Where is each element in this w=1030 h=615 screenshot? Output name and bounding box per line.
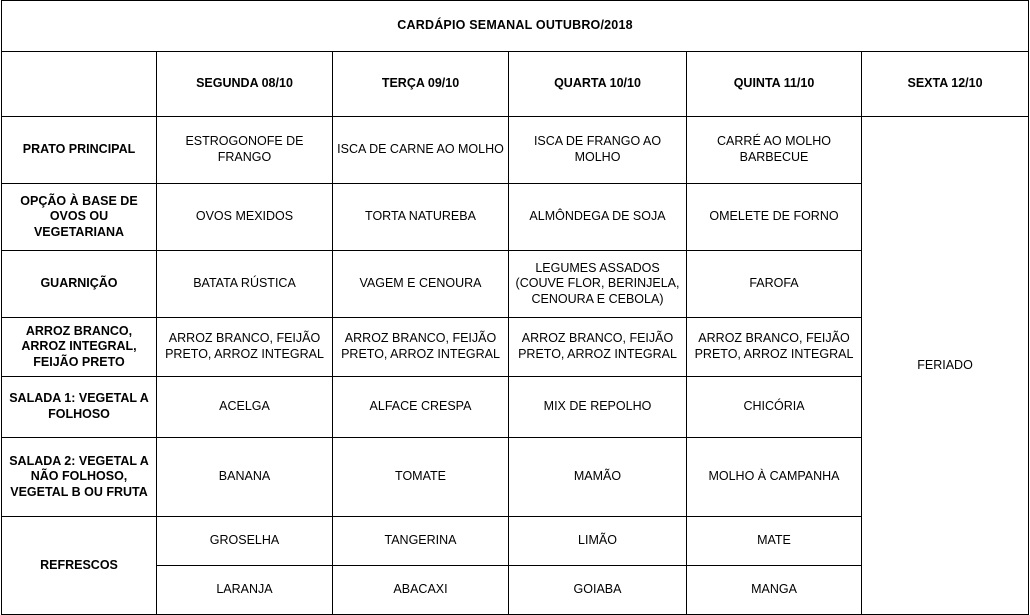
row-label-opcao-ovos-vegetariana: OPÇÃO À BASE DE OVOS OU VEGETARIANA	[2, 184, 157, 251]
cell-salada1-terca: ALFACE CRESPA	[333, 377, 509, 438]
header-segunda: SEGUNDA 08/10	[157, 52, 333, 117]
cell-guarnicao-terca: VAGEM E CENOURA	[333, 251, 509, 318]
cell-guarnicao-segunda: BATATA RÚSTICA	[157, 251, 333, 318]
cell-arroz-quinta: ARROZ BRANCO, FEIJÃO PRETO, ARROZ INTEGRAL	[687, 318, 862, 377]
cell-refresco2-quarta: GOIABA	[509, 566, 687, 615]
cell-arroz-terca: ARROZ BRANCO, FEIJÃO PRETO, ARROZ INTEGRAL	[333, 318, 509, 377]
cell-refresco1-quarta: LIMÃO	[509, 517, 687, 566]
weekly-menu-table	[1, 0, 1029, 615]
cell-guarnicao-quarta: LEGUMES ASSADOS (COUVE FLOR, BERINJELA, CENOURA E CEBOLA)	[509, 251, 687, 318]
cell-arroz-quarta: ARROZ BRANCO, FEIJÃO PRETO, ARROZ INTEGRAL	[509, 318, 687, 377]
cell-refresco1-quinta: MATE	[687, 517, 862, 566]
header-quinta: QUINTA 11/10	[687, 52, 862, 117]
cell-guarnicao-quinta: FAROFA	[687, 251, 862, 318]
cell-prato-principal-quarta: ISCA DE FRANGO AO MOLHO	[509, 117, 687, 184]
page-title: CARDÁPIO SEMANAL OUTUBRO/2018	[2, 1, 1029, 52]
row-label-salada-1: SALADA 1: VEGETAL A FOLHOSO	[2, 377, 157, 438]
cell-refresco1-terca: TANGERINA	[333, 517, 509, 566]
header-terca: TERÇA 09/10	[333, 52, 509, 117]
cell-refresco2-segunda: LARANJA	[157, 566, 333, 615]
cell-salada2-quarta: MAMÃO	[509, 438, 687, 517]
cell-opcao-segunda: OVOS MEXIDOS	[157, 184, 333, 251]
cell-salada2-segunda: BANANA	[157, 438, 333, 517]
header-sexta: SEXTA 12/10	[862, 52, 1029, 117]
cell-opcao-quarta: ALMÔNDEGA DE SOJA	[509, 184, 687, 251]
cell-salada1-segunda: ACELGA	[157, 377, 333, 438]
header-quarta: QUARTA 10/10	[509, 52, 687, 117]
cell-refresco2-terca: ABACAXI	[333, 566, 509, 615]
cell-prato-principal-terca: ISCA DE CARNE AO MOLHO	[333, 117, 509, 184]
cell-opcao-terca: TORTA NATUREBA	[333, 184, 509, 251]
header-corner-cell	[2, 52, 157, 117]
row-label-guarnicao: GUARNIÇÃO	[2, 251, 157, 318]
cell-refresco2-quinta: MANGA	[687, 566, 862, 615]
cell-opcao-quinta: OMELETE DE FORNO	[687, 184, 862, 251]
cell-salada1-quinta: CHICÓRIA	[687, 377, 862, 438]
cell-salada2-terca: TOMATE	[333, 438, 509, 517]
cell-salada1-quarta: MIX DE REPOLHO	[509, 377, 687, 438]
row-label-arroz-feijao: ARROZ BRANCO, ARROZ INTEGRAL, FEIJÃO PRETO	[2, 318, 157, 377]
cell-prato-principal-segunda: ESTROGONOFE DE FRANGO	[157, 117, 333, 184]
row-label-salada-2: SALADA 2: VEGETAL A NÃO FOLHOSO, VEGETAL B OU FRUTA	[2, 438, 157, 517]
table-title-row	[2, 1, 1029, 52]
cell-sexta-feriado: FERIADO	[862, 117, 1029, 615]
row-label-prato-principal: PRATO PRINCIPAL	[2, 117, 157, 184]
row-label-refrescos: REFRESCOS	[2, 517, 157, 615]
cell-salada2-quinta: MOLHO À CAMPANHA	[687, 438, 862, 517]
table-header-row	[2, 52, 1029, 117]
cell-prato-principal-quinta: CARRÉ AO MOLHO BARBECUE	[687, 117, 862, 184]
cell-refresco1-segunda: GROSELHA	[157, 517, 333, 566]
cell-arroz-segunda: ARROZ BRANCO, FEIJÃO PRETO, ARROZ INTEGRAL	[157, 318, 333, 377]
table-row	[2, 117, 1029, 184]
